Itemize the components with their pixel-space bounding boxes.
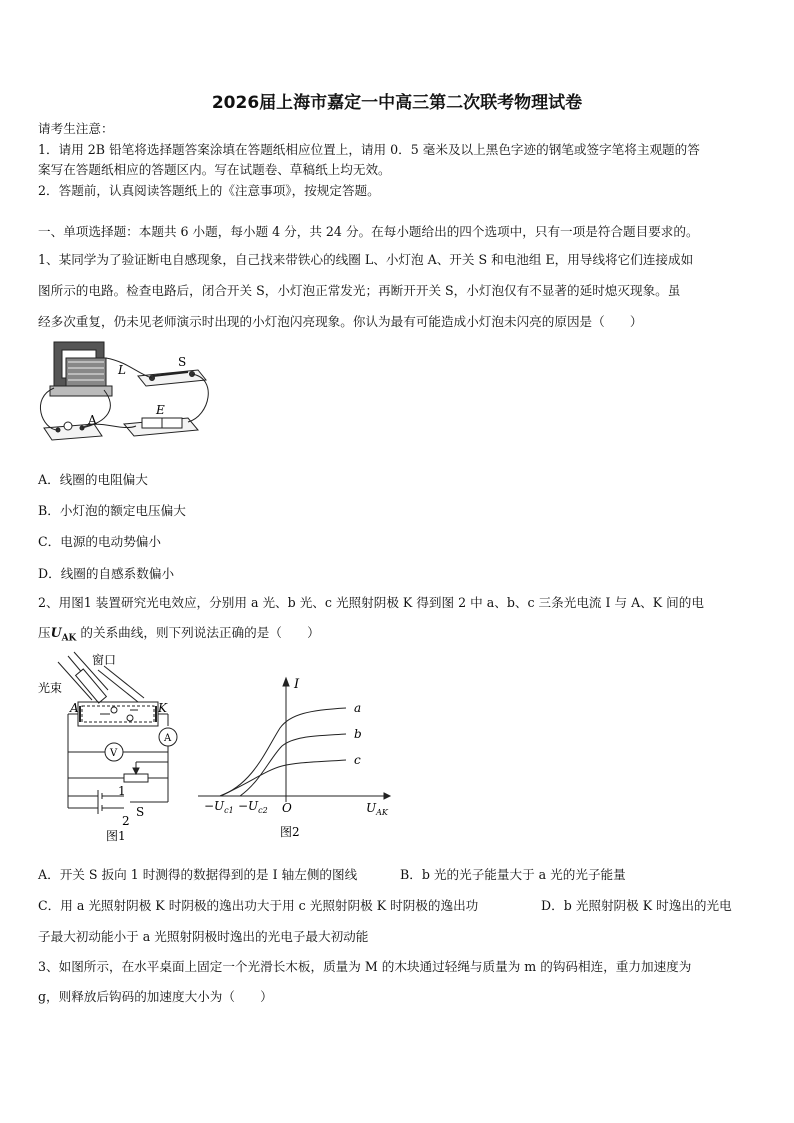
q2-line2-pre: 压 bbox=[38, 625, 51, 640]
q2-line2-subscript: AK bbox=[61, 633, 77, 644]
q1-option-d: D．线圈的自感系数偏小 bbox=[38, 566, 175, 581]
label-E: E bbox=[156, 403, 165, 417]
lamp-bulb bbox=[64, 422, 72, 430]
page-title: 2026届上海市嘉定一中高三第二次联考物理试卷 bbox=[211, 93, 583, 113]
q1-option-b: B．小灯泡的额定电压偏大 bbox=[38, 503, 186, 518]
label-anode-a: A bbox=[70, 701, 79, 715]
label-terminal-2: 2 bbox=[122, 814, 130, 828]
ammeter-label: A bbox=[164, 733, 172, 744]
label-origin: O bbox=[282, 801, 292, 815]
q2-line2-symbol: U bbox=[50, 625, 62, 640]
q1-option-c: C．电源的电动势偏小 bbox=[38, 534, 161, 549]
curve-b bbox=[240, 734, 346, 796]
q1-text-line-1: 1、某同学为了验证断电自感现象，自己找来带铁心的线圈 L、小灯泡 A、开关 S 和电池组 E，用导线将它们连接成如 bbox=[38, 252, 694, 267]
q2-option-c: C．用 a 光照射阴极 K 时阴极的逸出功大于用 c 光照射阴极 K 时阴极的逸出功 bbox=[38, 898, 479, 913]
label-window: 窗口 bbox=[92, 653, 117, 667]
label-a: a bbox=[354, 701, 362, 715]
q1-text-line-2: 图所示的电路。检查电路后，闭合开关 S，小灯泡正常发光；再断开开关 S，小灯泡仅有不显著的延时熄灭现象。虽 bbox=[38, 283, 681, 298]
notice-line-2: 2．答题前，认真阅读答题纸上的《注意事项》，按规定答题。 bbox=[38, 183, 380, 198]
window bbox=[76, 669, 107, 703]
section-heading: 一、单项选择题：本题共 6 小题，每小题 4 分，共 24 分。在每小题给出的四个选项中，只有一项是符合题目要求的。 bbox=[38, 224, 699, 239]
q2-option-b: B．b 光的光子能量大于 a 光的光子能量 bbox=[400, 867, 626, 882]
notice-line-1b: 案写在答题纸相应的答题区内。写在试题卷、草稿纸上均无效。 bbox=[38, 162, 391, 177]
q2-option-d-part-1: D．b 光照射阴极 K 时逸出的光电 bbox=[541, 898, 732, 913]
rheostat bbox=[124, 774, 148, 782]
voltmeter-label: V bbox=[110, 748, 118, 759]
q2-text-line-1: 2、用图1 装置研究光电效应，分别用 a 光、b 光、c 光照射阴极 K 得到图 2 中 a、b、c 三条光电流 I 与 A、K 间的电 bbox=[38, 595, 704, 610]
label-c: c bbox=[354, 753, 361, 767]
q1-option-a: A．线圈的电阻偏大 bbox=[38, 472, 148, 487]
q2-option-a: A．开关 S 扳向 1 时测得的数据得到的是 I 轴左侧的图线 bbox=[38, 867, 358, 882]
figure-1-caption: 图1 bbox=[106, 829, 126, 843]
figure-2-caption: 图2 bbox=[280, 825, 300, 839]
notice-heading: 请考生注意： bbox=[38, 121, 114, 136]
curve-c bbox=[220, 760, 346, 796]
label-b: b bbox=[354, 727, 362, 741]
label-terminal-1: 1 bbox=[118, 784, 126, 798]
label-i: I bbox=[294, 677, 300, 692]
label-S: S bbox=[178, 355, 187, 369]
label-switch-s: S bbox=[136, 805, 145, 819]
label-cathode-k: K bbox=[158, 701, 167, 715]
q3-text-line-2: g，则释放后钩码的加速度大小为（ ） bbox=[38, 989, 273, 1004]
q3-text-line-1: 3、如图所示，在水平桌面上固定一个光滑长木板，质量为 M 的木块通过轻绳与质量为 m 的钩码相连，重力加速度为 bbox=[38, 959, 692, 974]
q2-option-d-part-2: 子最大初动能小于 a 光照射阴极时逸出的光电子最大初动能 bbox=[38, 929, 369, 944]
q2-line2-post: 的关系曲线，则下列说法正确的是（ ） bbox=[76, 625, 320, 640]
notice-line-1a: 1．请用 2B 铅笔将选择题答案涂填在答题纸相应位置上，请用 0．5 毫米及以上黑色字迹的钢笔或签字笔将主观题的答 bbox=[38, 142, 700, 157]
curve-a bbox=[220, 708, 346, 796]
q1-circuit-figure bbox=[38, 338, 210, 448]
q2-phototube-circuit bbox=[38, 650, 188, 850]
label-uc1: $-U_{c1}$ bbox=[204, 799, 234, 815]
q2-iu-graph bbox=[198, 672, 398, 844]
label-beam: 光束 bbox=[38, 681, 63, 695]
switch-board bbox=[138, 370, 206, 386]
label-uak: $U_{AK}$ bbox=[366, 801, 388, 817]
label-L: L bbox=[118, 363, 126, 377]
q2-text-line-2 bbox=[38, 625, 320, 647]
label-uc2: $-U_{c2}$ bbox=[238, 799, 268, 815]
q1-text-line-3: 经多次重复，仍未见老师演示时出现的小灯泡闪亮现象。你认为最有可能造成小灯泡未闪亮的原因是（ ） bbox=[38, 314, 643, 329]
label-A: A bbox=[88, 413, 97, 427]
